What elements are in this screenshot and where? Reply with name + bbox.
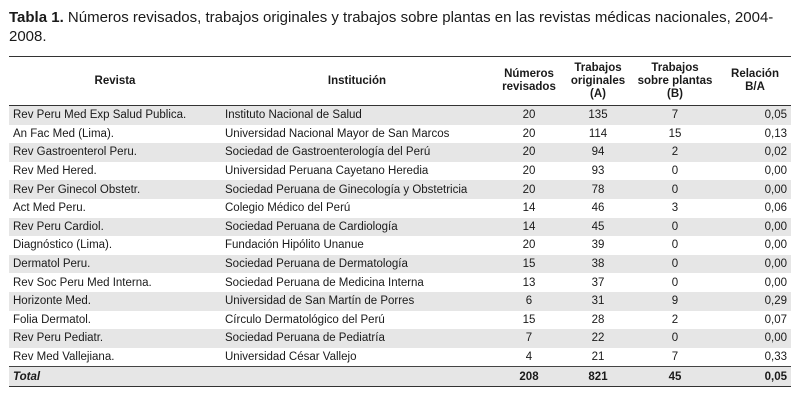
cell-revista: An Fac Med (Lima). [9, 125, 221, 144]
cell-revista: Dermatol Peru. [9, 255, 221, 274]
cell-relacion: 0,00 [719, 180, 791, 199]
cell-plantas: 0 [631, 329, 719, 348]
cell-numeros: 7 [493, 329, 565, 348]
data-table [9, 56, 791, 387]
cell-institucion: Universidad Peruana Cayetano Heredia [221, 162, 493, 181]
cell-originales: 93 [565, 162, 631, 181]
cell-originales: 38 [565, 255, 631, 274]
caption-label: Tabla 1. [9, 9, 64, 26]
cell-revista: Rev Med Vallejiana. [9, 348, 221, 367]
table-body [9, 106, 791, 387]
table-row [9, 199, 791, 218]
cell-relacion: 0,00 [719, 255, 791, 274]
cell-revista: Diagnóstico (Lima). [9, 236, 221, 255]
cell-originales: 22 [565, 329, 631, 348]
cell-institucion: Sociedad Peruana de Ginecología y Obstetricia [221, 180, 493, 199]
cell-plantas: 0 [631, 162, 719, 181]
cell-numeros: 15 [493, 255, 565, 274]
table-row [9, 292, 791, 311]
cell-institucion: Sociedad Peruana de Cardiología [221, 218, 493, 237]
cell-plantas: 2 [631, 143, 719, 162]
cell-originales: 37 [565, 273, 631, 292]
cell-numeros: 208 [493, 367, 565, 387]
cell-plantas: 7 [631, 348, 719, 367]
table-row [9, 143, 791, 162]
cell-relacion: 0,02 [719, 143, 791, 162]
cell-revista: Rev Per Ginecol Obstetr. [9, 180, 221, 199]
cell-institucion: Fundación Hipólito Unanue [221, 236, 493, 255]
cell-plantas: 3 [631, 199, 719, 218]
cell-revista: Rev Gastroenterol Peru. [9, 143, 221, 162]
cell-originales: 45 [565, 218, 631, 237]
table-row [9, 180, 791, 199]
cell-plantas: 0 [631, 180, 719, 199]
cell-relacion: 0,33 [719, 348, 791, 367]
cell-institucion: Colegio Médico del Perú [221, 199, 493, 218]
cell-institucion: Sociedad Peruana de Medicina Interna [221, 273, 493, 292]
cell-originales: 39 [565, 236, 631, 255]
cell-numeros: 20 [493, 106, 565, 125]
table-row [9, 218, 791, 237]
table-row [9, 255, 791, 274]
cell-revista: Act Med Peru. [9, 199, 221, 218]
table-row [9, 311, 791, 330]
table-row [9, 236, 791, 255]
header-relacion: Relación B/A [719, 57, 791, 106]
cell-numeros: 14 [493, 199, 565, 218]
cell-revista: Horizonte Med. [9, 292, 221, 311]
cell-plantas: 0 [631, 236, 719, 255]
cell-numeros: 14 [493, 218, 565, 237]
cell-numeros: 20 [493, 143, 565, 162]
table-row [9, 348, 791, 367]
cell-numeros: 20 [493, 236, 565, 255]
cell-institucion: Universidad de San Martín de Porres [221, 292, 493, 311]
cell-relacion: 0,00 [719, 273, 791, 292]
cell-numeros: 20 [493, 162, 565, 181]
cell-plantas: 2 [631, 311, 719, 330]
cell-revista: Total [9, 367, 221, 387]
cell-originales: 114 [565, 125, 631, 144]
cell-numeros: 6 [493, 292, 565, 311]
cell-revista: Rev Peru Med Exp Salud Publica. [9, 106, 221, 125]
cell-plantas: 0 [631, 273, 719, 292]
header-row [9, 57, 791, 106]
cell-relacion: 0,13 [719, 125, 791, 144]
table-caption [9, 8, 791, 46]
header-trabajos-plantas: Trabajos sobre plantas (B) [631, 57, 719, 106]
caption-text: Números revisados, trabajos originales y trabajos sobre plantas en las revistas médicas nacionales, 2004-2008. [9, 9, 774, 45]
cell-relacion: 0,05 [719, 367, 791, 387]
cell-relacion: 0,29 [719, 292, 791, 311]
cell-institucion: Círculo Dermatológico del Perú [221, 311, 493, 330]
header-numeros-revisados: Números revisados [493, 57, 565, 106]
cell-institucion: Universidad Nacional Mayor de San Marcos [221, 125, 493, 144]
cell-numeros: 20 [493, 125, 565, 144]
header-revista: Revista [9, 57, 221, 106]
cell-plantas: 45 [631, 367, 719, 387]
cell-plantas: 0 [631, 255, 719, 274]
cell-institucion: Universidad César Vallejo [221, 348, 493, 367]
cell-relacion: 0,07 [719, 311, 791, 330]
table-row [9, 106, 791, 125]
cell-relacion: 0,00 [719, 162, 791, 181]
table-row [9, 125, 791, 144]
cell-numeros: 4 [493, 348, 565, 367]
cell-revista: Rev Peru Pediatr. [9, 329, 221, 348]
cell-relacion: 0,06 [719, 199, 791, 218]
cell-numeros: 15 [493, 311, 565, 330]
table-row [9, 273, 791, 292]
total-row [9, 367, 791, 387]
cell-institucion: Sociedad Peruana de Dermatología [221, 255, 493, 274]
cell-institucion: Sociedad de Gastroenterología del Perú [221, 143, 493, 162]
table-row [9, 162, 791, 181]
cell-originales: 135 [565, 106, 631, 125]
cell-originales: 78 [565, 180, 631, 199]
cell-revista: Rev Peru Cardiol. [9, 218, 221, 237]
cell-plantas: 0 [631, 218, 719, 237]
cell-plantas: 7 [631, 106, 719, 125]
cell-revista: Rev Med Hered. [9, 162, 221, 181]
cell-revista: Rev Soc Peru Med Interna. [9, 273, 221, 292]
cell-plantas: 15 [631, 125, 719, 144]
cell-originales: 31 [565, 292, 631, 311]
cell-originales: 821 [565, 367, 631, 387]
header-institucion: Institución [221, 57, 493, 106]
cell-relacion: 0,00 [719, 329, 791, 348]
cell-relacion: 0,00 [719, 236, 791, 255]
header-trabajos-originales: Trabajos originales (A) [565, 57, 631, 106]
cell-relacion: 0,00 [719, 218, 791, 237]
cell-originales: 94 [565, 143, 631, 162]
cell-revista: Folia Dermatol. [9, 311, 221, 330]
cell-institucion: Sociedad Peruana de Pediatría [221, 329, 493, 348]
cell-originales: 46 [565, 199, 631, 218]
cell-relacion: 0,05 [719, 106, 791, 125]
cell-numeros: 13 [493, 273, 565, 292]
cell-originales: 28 [565, 311, 631, 330]
cell-plantas: 9 [631, 292, 719, 311]
cell-numeros: 20 [493, 180, 565, 199]
table-row [9, 329, 791, 348]
cell-institucion [221, 367, 493, 387]
cell-institucion: Instituto Nacional de Salud [221, 106, 493, 125]
cell-originales: 21 [565, 348, 631, 367]
